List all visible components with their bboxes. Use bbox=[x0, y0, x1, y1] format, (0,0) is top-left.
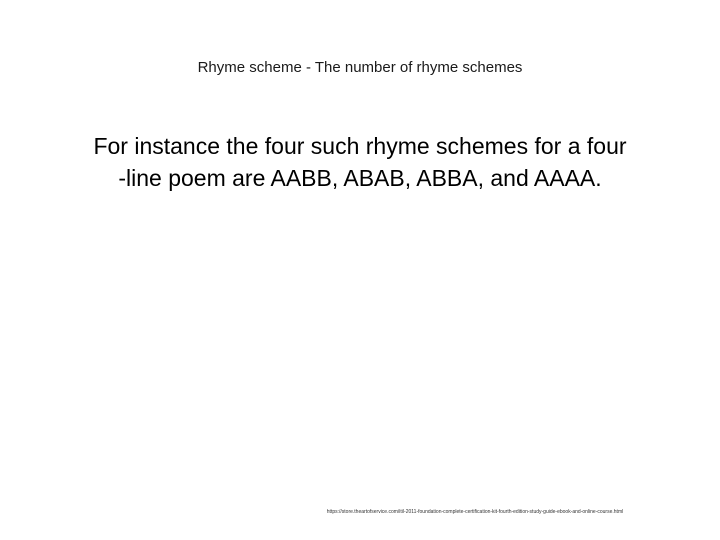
body-text-line: For instance the four such rhyme schemes for a four bbox=[93, 133, 627, 159]
footer-url-link[interactable]: https://store.theartofservice.com/itil-2011-foundation-complete-certification-kit-fourth-edition-study-guide-ebook-and-online-course.html bbox=[326, 509, 624, 515]
body-text-line: -line poem are AABB, ABAB, ABBA, and AAAA. bbox=[118, 165, 602, 191]
slide-title: Rhyme scheme - The number of rhyme schemes bbox=[197, 59, 523, 76]
slide-body bbox=[40, 130, 680, 194]
